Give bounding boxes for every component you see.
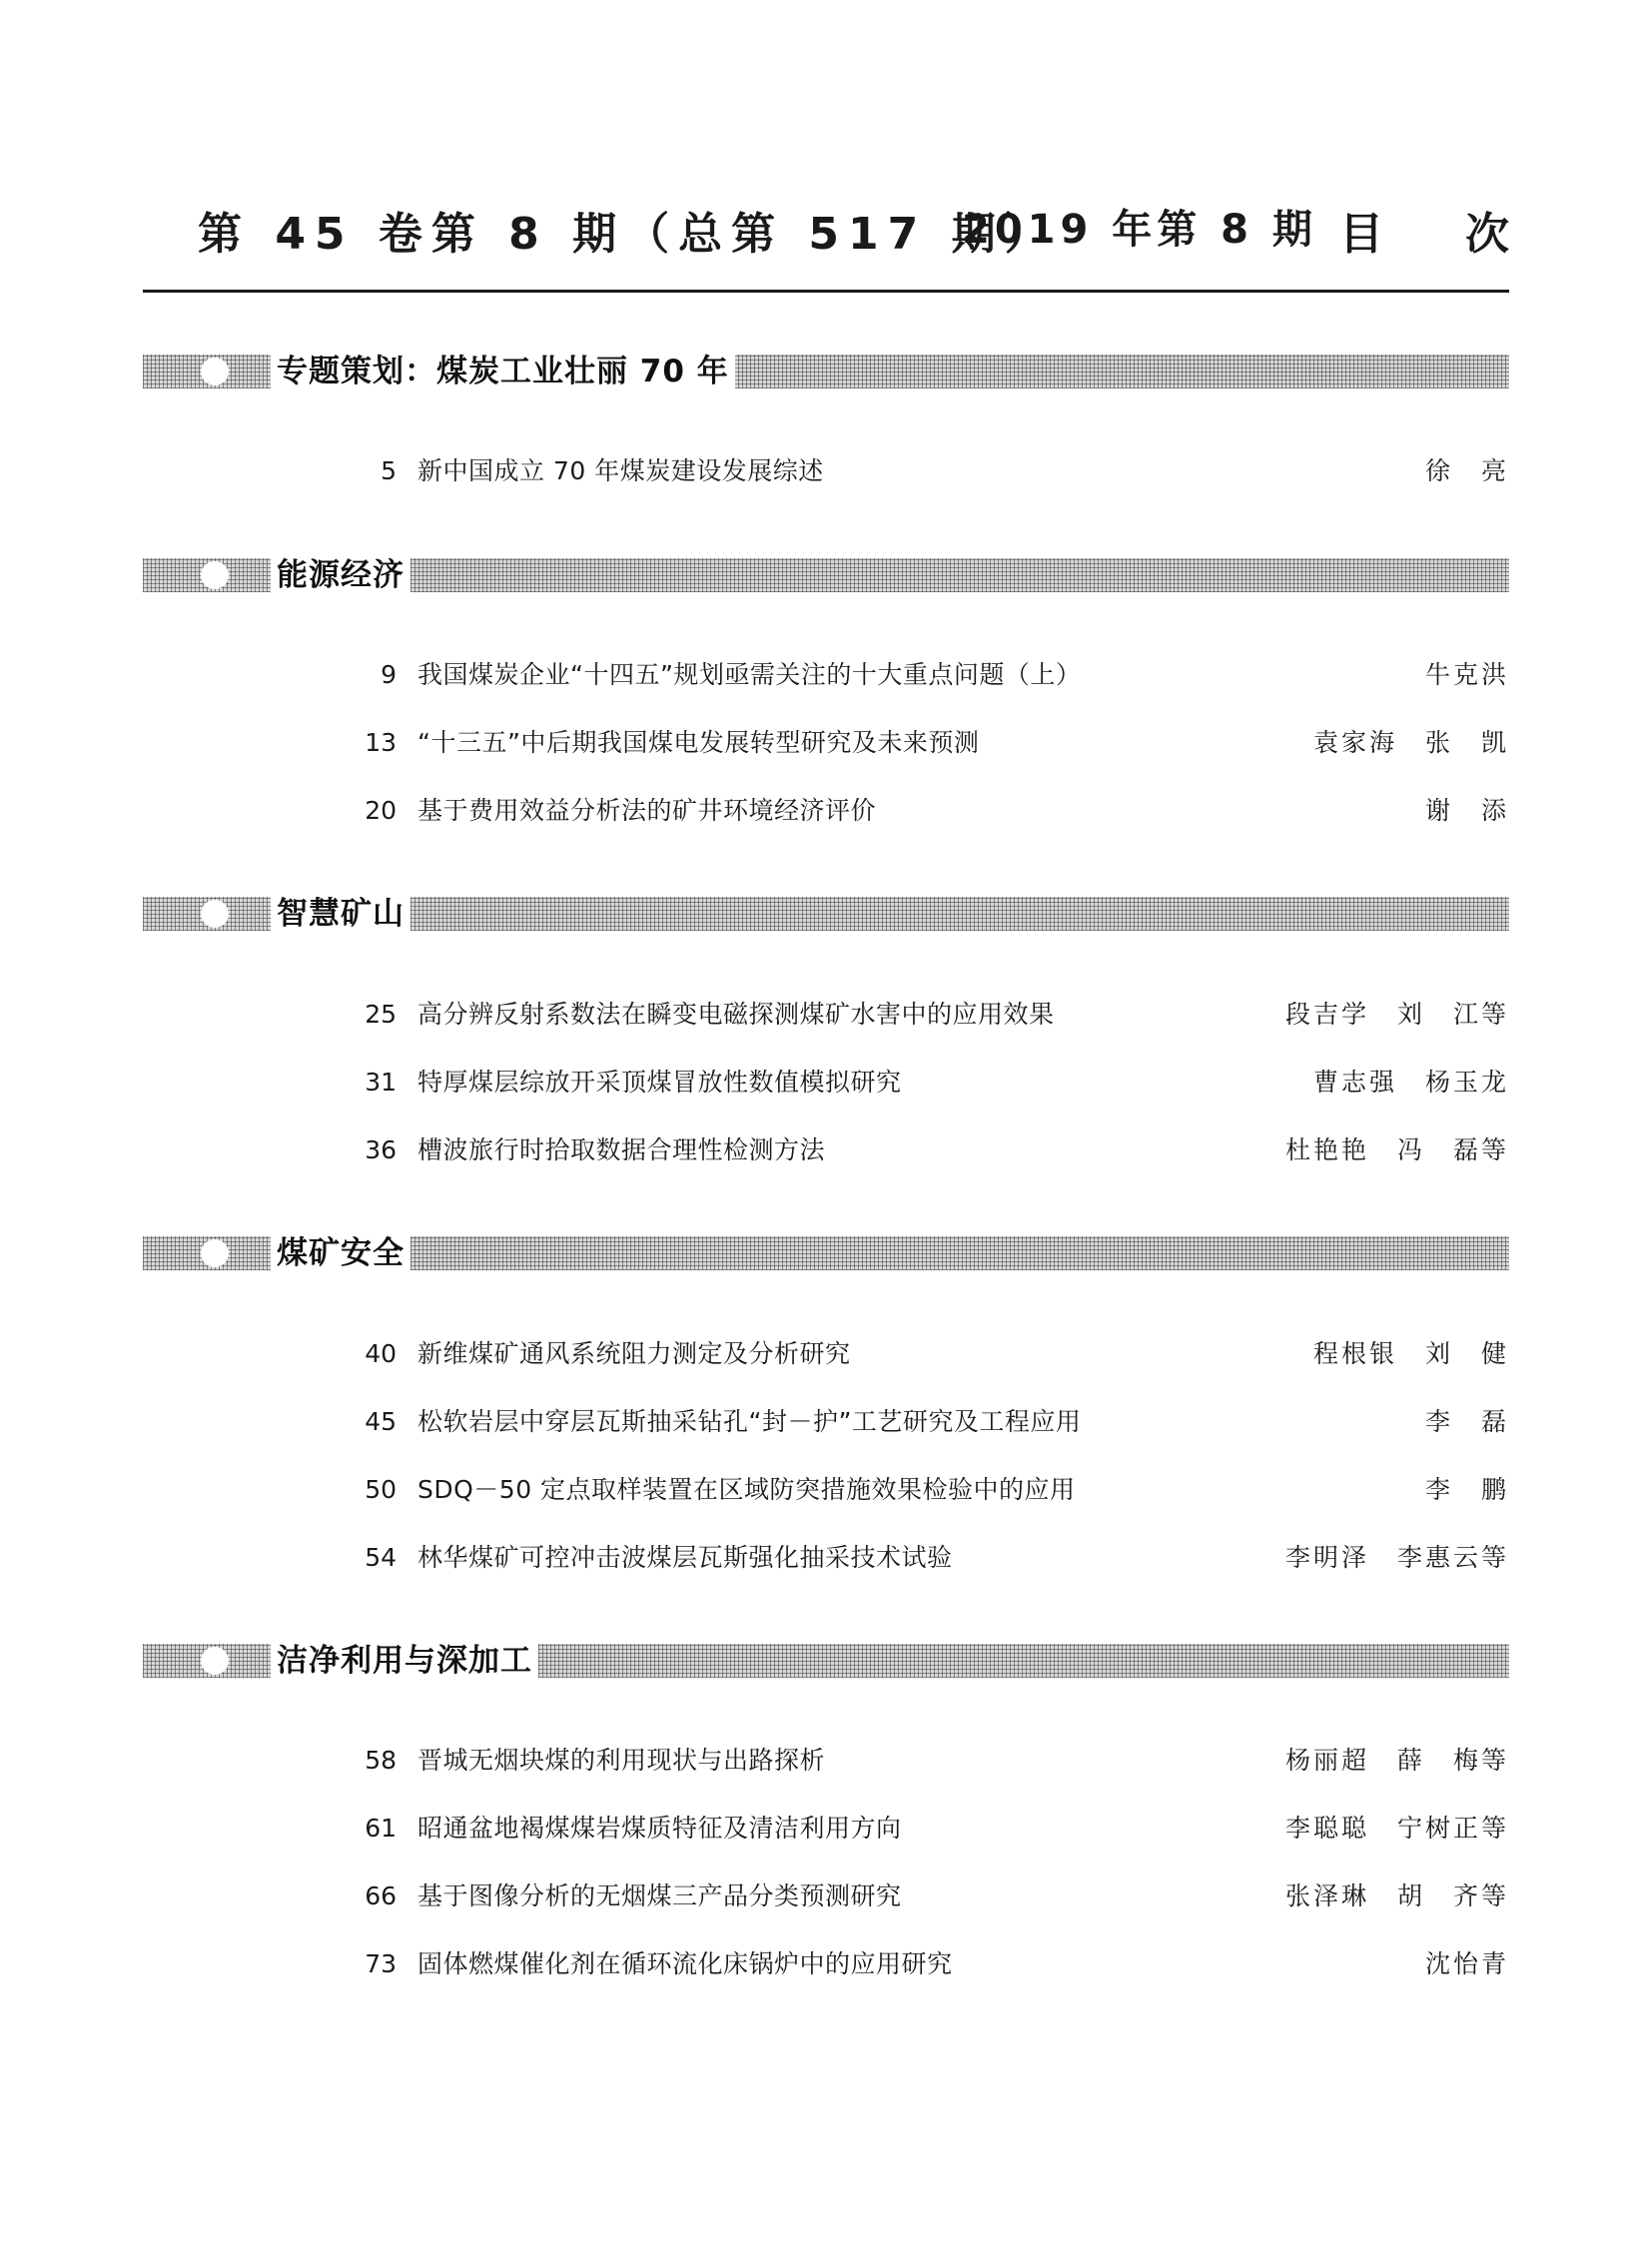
entry-title: 基于费用效益分析法的矿井环境经济评价 xyxy=(417,796,877,825)
entry-page: 31 xyxy=(365,1068,397,1097)
entry-page: 5 xyxy=(381,456,397,485)
entry-authors: 袁家海 张 凯 xyxy=(1312,728,1509,757)
toc-entry[interactable] xyxy=(143,1063,1509,1103)
entry-title: 固体燃煤催化剂在循环流化床锅炉中的应用研究 xyxy=(417,1949,953,1978)
entry-title: 我国煤炭企业“十四五”规划亟需关注的十大重点问题（上） xyxy=(417,660,1082,689)
section-bullet-icon xyxy=(201,1239,229,1267)
entry-page: 73 xyxy=(365,1949,397,1978)
section-title: 洁净利用与深加工 xyxy=(271,1642,538,1680)
entry-authors: 李 磊 xyxy=(1424,1407,1509,1436)
entry-title: 林华煤矿可控冲击波煤层瓦斯强化抽采技术试验 xyxy=(417,1543,953,1572)
section-title: 煤矿安全 xyxy=(271,1234,411,1272)
toc-label: 目次 xyxy=(1339,209,1591,260)
entry-authors: 李 鹏 xyxy=(1424,1475,1509,1504)
toc-entry[interactable] xyxy=(143,1944,1509,1984)
section-header xyxy=(143,1644,1509,1678)
entry-authors: 李明泽 李惠云等 xyxy=(1284,1543,1509,1572)
year-issue: 2019 年第 8 期 xyxy=(962,207,1317,253)
entry-title: 新维煤矿通风系统阻力测定及分析研究 xyxy=(417,1339,851,1368)
entry-title: 特厚煤层综放开采顶煤冒放性数值模拟研究 xyxy=(417,1068,902,1097)
entry-page: 58 xyxy=(365,1746,397,1775)
toc-entry[interactable] xyxy=(143,1741,1509,1781)
toc-entry[interactable] xyxy=(143,1130,1509,1170)
entry-title: 槽波旅行时拾取数据合理性检测方法 xyxy=(417,1135,826,1164)
toc-entry[interactable] xyxy=(143,1876,1509,1916)
toc-entry[interactable] xyxy=(143,1334,1509,1374)
section-header xyxy=(143,355,1509,388)
entry-title: 晋城无烟块煤的利用现状与出路探析 xyxy=(417,1746,826,1775)
section-bullet-icon xyxy=(201,1647,229,1675)
section-title: 能源经济 xyxy=(271,556,411,594)
section-bullet-icon xyxy=(201,900,229,928)
entry-page: 40 xyxy=(365,1339,397,1368)
entry-title: SDQ－50 定点取样装置在区域防突措施效果检验中的应用 xyxy=(417,1475,1076,1504)
entry-authors: 牛克洪 xyxy=(1424,660,1509,689)
toc-entry[interactable] xyxy=(143,1538,1509,1578)
entry-page: 9 xyxy=(381,660,397,689)
entry-page: 25 xyxy=(365,1000,397,1029)
volume-issue: 第 45 卷第 8 期（总第 517 期） xyxy=(198,209,1058,260)
entry-page: 36 xyxy=(365,1135,397,1164)
toc-entry[interactable] xyxy=(143,1470,1509,1510)
section-header xyxy=(143,897,1509,931)
toc-entry[interactable] xyxy=(143,995,1509,1035)
entry-page: 13 xyxy=(365,728,397,757)
toc-entry[interactable] xyxy=(143,723,1509,763)
section-bullet-icon xyxy=(201,358,229,385)
entry-page: 50 xyxy=(365,1475,397,1504)
toc-entry[interactable] xyxy=(143,655,1509,695)
entry-title: 松软岩层中穿层瓦斯抽采钻孔“封－护”工艺研究及工程应用 xyxy=(417,1407,1082,1436)
entry-page: 66 xyxy=(365,1881,397,1910)
entry-title: 昭通盆地褐煤煤岩煤质特征及清洁利用方向 xyxy=(417,1814,902,1843)
entry-page: 20 xyxy=(365,796,397,825)
entry-title: 基于图像分析的无烟煤三产品分类预测研究 xyxy=(417,1881,902,1910)
section-title: 专题策划：煤炭工业壮丽 70 年 xyxy=(271,353,735,390)
entry-page: 61 xyxy=(365,1814,397,1843)
toc-entry[interactable] xyxy=(143,1402,1509,1442)
entry-authors: 沈怡青 xyxy=(1424,1949,1509,1978)
entry-page: 54 xyxy=(365,1543,397,1572)
entry-authors: 徐 亮 xyxy=(1424,456,1509,485)
toc-entry[interactable] xyxy=(143,791,1509,831)
entry-authors: 李聪聪 宁树正等 xyxy=(1284,1814,1509,1843)
section-title: 智慧矿山 xyxy=(271,895,411,933)
section-bullet-icon xyxy=(201,561,229,589)
entry-authors: 杜艳艳 冯 磊等 xyxy=(1284,1135,1509,1164)
entry-title: 新中国成立 70 年煤炭建设发展综述 xyxy=(417,456,824,485)
entry-page: 45 xyxy=(365,1407,397,1436)
journal-header xyxy=(143,198,1591,268)
entry-authors: 程根银 刘 健 xyxy=(1312,1339,1509,1368)
entry-authors: 张泽琳 胡 齐等 xyxy=(1284,1881,1509,1910)
entry-authors: 曹志强 杨玉龙 xyxy=(1312,1068,1509,1097)
section-header xyxy=(143,1236,1509,1270)
entry-authors: 谢 添 xyxy=(1424,796,1509,825)
section-header xyxy=(143,558,1509,592)
header-rule xyxy=(143,290,1509,293)
toc-entry[interactable] xyxy=(143,451,1509,491)
toc-entry[interactable] xyxy=(143,1809,1509,1849)
entry-title: “十三五”中后期我国煤电发展转型研究及未来预测 xyxy=(417,728,980,757)
entry-authors: 段吉学 刘 江等 xyxy=(1284,1000,1509,1029)
entry-authors: 杨丽超 薛 梅等 xyxy=(1284,1746,1509,1775)
entry-title: 高分辨反射系数法在瞬变电磁探测煤矿水害中的应用效果 xyxy=(417,1000,1055,1029)
